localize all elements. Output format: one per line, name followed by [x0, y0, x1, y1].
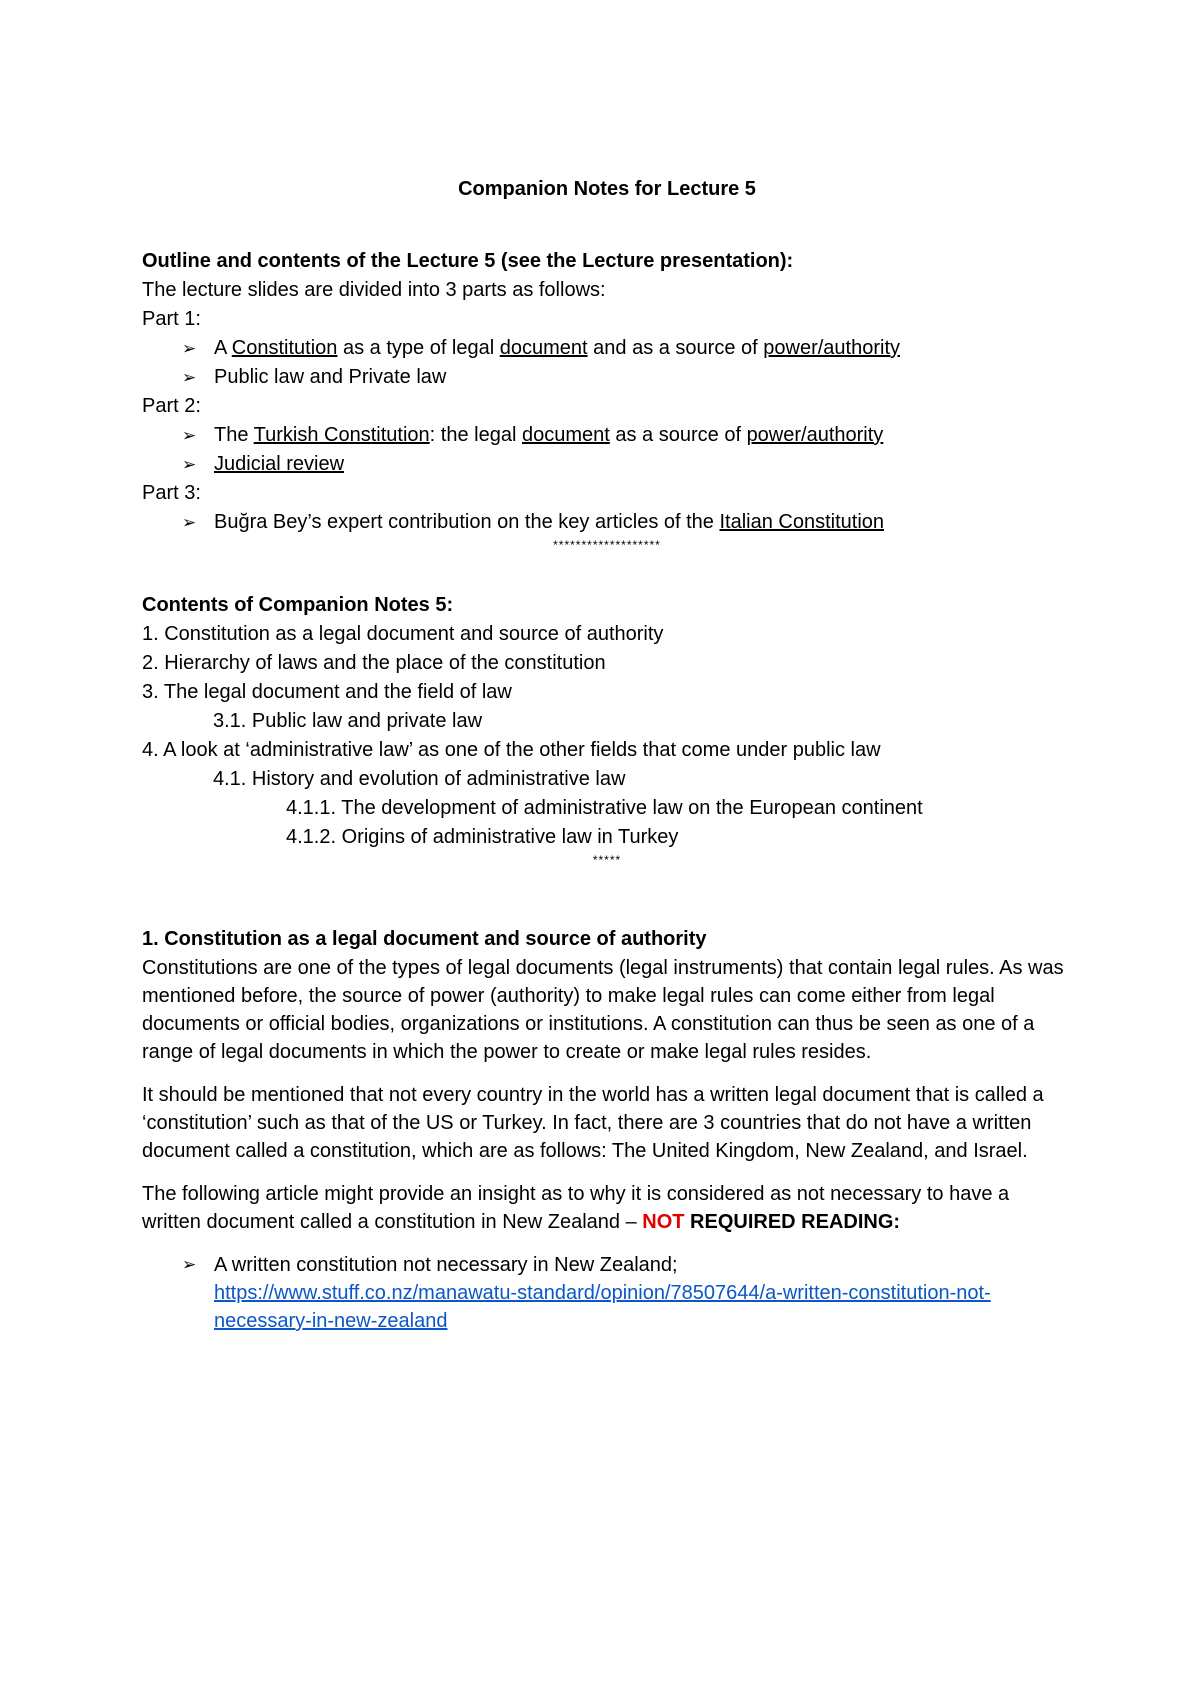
toc-item-1: 1. Constitution as a legal document and source of authority	[142, 623, 664, 645]
document-content	[142, 175, 1072, 1335]
underlined-term: power/authority	[763, 337, 901, 359]
section-1-paragraph-1: Constitutions are one of the types of legal documents (legal instruments) that contain legal rules. As was mentioned before, the source of power (authority) to make legal rules can come either from legal documents or official bodies, organizations or institutions. A constitution can thus be seen as one of a range of legal documents in which the power to create or make legal rules resides.	[142, 957, 1064, 1063]
toc-item-3-1: 3.1. Public law and private law	[213, 710, 483, 732]
section-1-heading: 1. Constitution as a legal document and source of authority	[142, 928, 707, 950]
part1-label: Part 1:	[142, 308, 201, 330]
part2-bullet-2	[142, 450, 1072, 479]
spacer	[142, 551, 1072, 591]
part1-bullet-1: ➢ A Constitution as a type of legal document and as a source of power/authority	[142, 334, 1072, 363]
arrowhead-bullet-icon: ➢	[182, 339, 197, 358]
separator-stars: *****	[592, 853, 622, 867]
separator-stars: *******************	[553, 538, 661, 552]
underlined-term: Constitution	[231, 337, 338, 359]
part2-bullet-1: ➢ The Turkish Constitution: the legal document as a source of power/authority	[142, 421, 1072, 450]
underlined-term: document	[499, 337, 588, 359]
part3-label: Part 3:	[142, 482, 201, 504]
outline-heading: Outline and contents of the Lecture 5 (see the Lecture presentation):	[142, 250, 794, 272]
toc-item-3: 3. The legal document and the field of law	[142, 681, 512, 703]
arrowhead-bullet-icon: ➢	[182, 426, 197, 445]
section-1-paragraph-2: It should be mentioned that not every country in the world has a written legal document that is called a ‘constitution’ such as that of the US or Turkey. In fact, there are 3 countries that do not have a written document called a constitution, which are as follows: The United Kingdom, New Zealand, and Israel.	[142, 1084, 1044, 1162]
spacer	[142, 866, 1072, 925]
toc-item-4-1-1: 4.1.1. The development of administrative law on the European continent	[286, 797, 923, 819]
section-1-paragraph-3: The following article might provide an insight as to why it is considered as not necessary to have a written document called a constitution in New Zealand – NOT REQUIRED READING:	[142, 1183, 1010, 1233]
arrowhead-bullet-icon: ➢	[182, 455, 197, 474]
part1-bullet-2: ➢ Public law and Private law	[142, 363, 1072, 392]
not-emphasis: NOT	[642, 1211, 685, 1233]
arrowhead-bullet-icon: ➢	[182, 368, 197, 387]
outline-intro: The lecture slides are divided into 3 parts as follows:	[142, 279, 606, 301]
underlined-term: Judicial review	[214, 453, 345, 475]
contents-heading: Contents of Companion Notes 5:	[142, 594, 454, 616]
underlined-term: Turkish Constitution	[253, 424, 430, 446]
article-bullet	[142, 1251, 1072, 1335]
toc-item-4-1-2: 4.1.2. Origins of administrative law in Turkey	[286, 826, 679, 848]
page-title: Companion Notes for Lecture 5	[458, 178, 756, 200]
part3-bullet-1: ➢ Buğra Bey’s expert contribution on the key articles of the Italian Constitution	[142, 508, 1072, 537]
arrowhead-bullet-icon: ➢	[182, 513, 197, 532]
underlined-term: power/authority	[746, 424, 884, 446]
part2-label: Part 2:	[142, 395, 201, 417]
article-link[interactable]: https://www.stuff.co.nz/manawatu-standard/opinion/78507644/a-written-constitution-not-necessary-in-new-zealand	[214, 1282, 991, 1332]
toc-item-4: 4. A look at ‘administrative law’ as one of the other fields that come under public law	[142, 739, 881, 761]
toc-item-4-1: 4.1. History and evolution of administrative law	[213, 768, 626, 790]
required-reading-label: REQUIRED READING:	[684, 1211, 901, 1233]
article-bullet-text: A written constitution not necessary in New Zealand;	[214, 1254, 678, 1276]
toc-item-2: 2. Hierarchy of laws and the place of the constitution	[142, 652, 606, 674]
underlined-term: Italian Constitution	[719, 511, 885, 533]
arrowhead-bullet-icon: ➢	[182, 1255, 197, 1274]
underlined-term: document	[521, 424, 610, 446]
